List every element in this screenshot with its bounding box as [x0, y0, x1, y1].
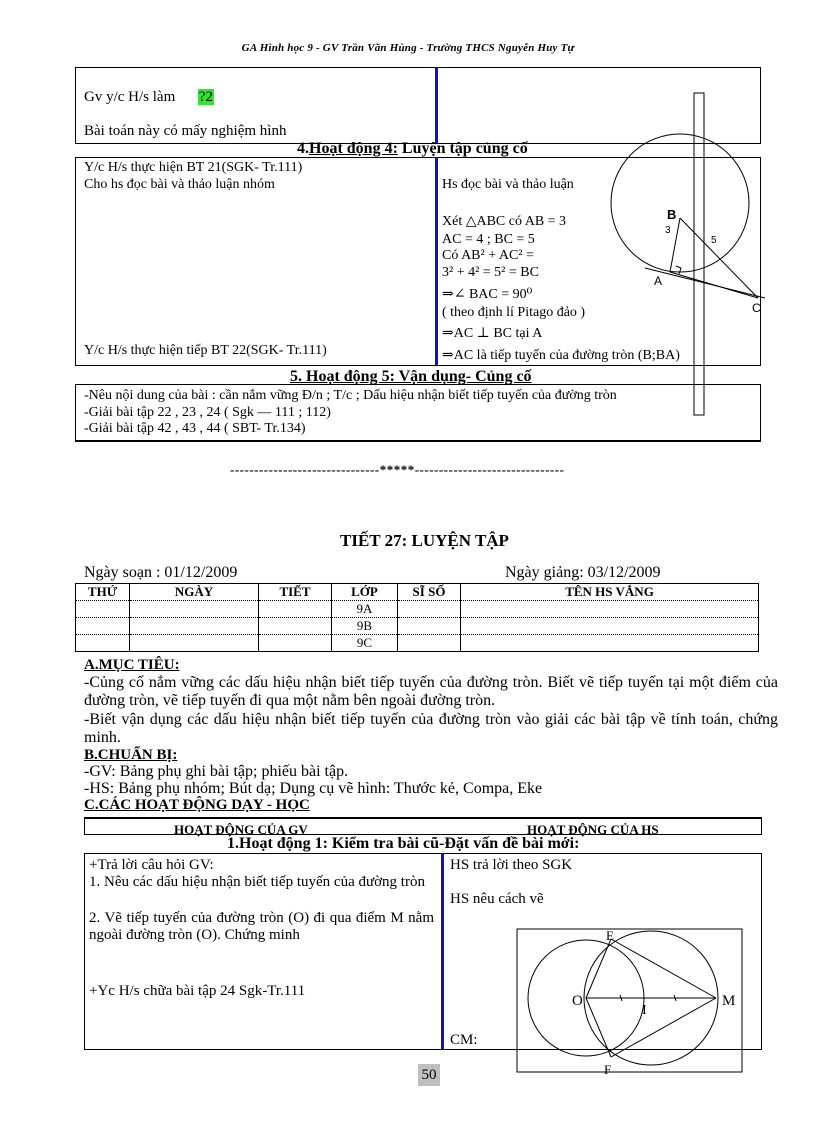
- label-c: C: [752, 301, 761, 315]
- label-m: M: [722, 993, 736, 1009]
- circle-b: [611, 134, 749, 272]
- activity1-right-2: HS nêu cách vẽ: [450, 891, 544, 907]
- activity1-question-1: 1. Nêu các dấu hiệu nhận biết tiếp tuyến của đường tròn: [89, 874, 425, 890]
- class-9b: 9B: [332, 618, 398, 635]
- tangent-line: [645, 268, 765, 298]
- activity4-left-1: Y/c H/s thực hiện BT 21(SGK- Tr.111): [84, 160, 303, 175]
- label-f: F: [604, 1062, 612, 1076]
- activity4-right-3: AC = 4 ; BC = 5: [442, 232, 535, 247]
- activity4-right-6: ⇒∠ BAC = 90⁰: [442, 287, 533, 302]
- section-a-p2: -Biết vận dụng các dấu hiệu nhận biết tiếp tuyến của đường tròn vào giải các bài tập về tính toán, chứng minh.: [84, 711, 778, 746]
- activity5-line-3: -Giải bài tập 42 , 43 , 44 ( SBT- Tr.134): [84, 421, 306, 436]
- question-highlight: ?2: [198, 89, 213, 105]
- activity1-heading: 1.Hoạt động 1: Kiểm tra bài cũ-Đặt vấn đề bài mới:: [227, 835, 580, 852]
- section-a-p1: -Củng cố nắm vững các dấu hiệu nhận biết tiếp tuyến của đường tròn. Biết vẽ tiếp tuyến tại một điểm của đường tròn, vẽ tiếp tuyến đi qua một nằm bên ngoài đường tròn.: [84, 674, 778, 709]
- label-a: A: [654, 274, 663, 288]
- activity4-left-2: Cho hs đọc bài và thảo luận nhóm: [84, 177, 275, 192]
- activity4-label: Hoạt động 4:: [309, 140, 398, 157]
- section-b-gv: -GV: Bảng phụ ghi bài tập; phiếu bài tập.: [84, 763, 349, 780]
- col-siso: SĨ SỐ: [398, 584, 461, 601]
- col-lop: LỚP: [332, 584, 398, 601]
- activity1-divider: [441, 853, 444, 1049]
- label-3: 3: [665, 225, 671, 236]
- activity4-number: 4.: [297, 140, 309, 157]
- section-b-title: B.CHUẨN BỊ:: [84, 747, 178, 763]
- col-thu: THỨ: [76, 584, 130, 601]
- class-9a: 9A: [332, 601, 398, 618]
- activity4-title: Luyện tập củng cố: [397, 140, 528, 157]
- label-o: O: [572, 993, 583, 1009]
- activity5-line-2: -Giải bài tập 22 , 23 , 24 ( Sgk — 111 ; 112): [84, 405, 331, 420]
- section-b-hs: -HS: Bảng phụ nhóm; Bút dạ; Dụng cụ vẽ hình: Thước kẻ, Compa, Eke: [84, 780, 543, 797]
- right-angle-mark: [676, 266, 681, 274]
- activity4-left-bottom: Y/c H/s thực hiện tiếp BT 22(SGK- Tr.111): [84, 343, 327, 358]
- tangent-mf: [611, 998, 716, 1057]
- page-number: 50: [418, 1064, 440, 1086]
- ruler-strip: [694, 93, 704, 415]
- label-e: E: [606, 928, 614, 943]
- activity5-line-1: -Nêu nội dung của bài : cần nắm vững Đ/n ; T/c ; Dấu hiệu nhận biết tiếp tuyến của đường tròn: [84, 388, 617, 403]
- activity4-right-8: ⇒AC ⊥ BC tại A: [442, 326, 543, 341]
- lesson-title: TIẾT 27: LUYỆN TẬP: [340, 531, 509, 550]
- top-table-divider: [435, 67, 438, 143]
- activity4-right-9: ⇒AC là tiếp tuyến của đường tròn (B;BA): [442, 348, 680, 363]
- label-5: 5: [711, 235, 717, 246]
- activity4-right-4: Có AB² + AC² =: [442, 248, 534, 263]
- activity4-right-5: 3² + 4² = 5² = BC: [442, 265, 539, 280]
- running-header: GA Hình học 9 - GV Trần Văn Hùng - Trường THCS Nguyễn Huy Tự: [241, 42, 575, 54]
- activity5-heading: 5. Hoạt động 5: Vận dụng- Củng cố: [290, 368, 532, 385]
- activity4-divider: [435, 157, 438, 365]
- attendance-header: [76, 584, 759, 601]
- activity1-question-2: 2. Vẽ tiếp tuyến của đường tròn (O) đi qua điểm M nằm ngoài đường tròn (O). Chứng minh: [89, 910, 434, 943]
- table-row: [76, 601, 759, 618]
- activity1-homework: +Yc H/s chữa bài tập 24 Sgk-Tr.111: [89, 983, 306, 999]
- label-i: I: [642, 1003, 647, 1018]
- section-separator: -------------------------------*****-------------------------------: [230, 462, 565, 477]
- top-row2-text: Bài toán này có mấy nghiệm hình: [84, 123, 287, 139]
- attendance-table: [75, 583, 759, 652]
- segment-ab: [670, 218, 680, 272]
- activity1-cm: CM:: [450, 1032, 478, 1048]
- tangent-me: [611, 939, 716, 998]
- segment-of: [586, 998, 611, 1057]
- activity1-left-1: +Trả lời câu hỏi GV:: [89, 857, 214, 873]
- class-9c: 9C: [332, 635, 398, 652]
- date-prepared: Ngày soạn : 01/12/2009: [84, 564, 238, 581]
- figure-frame: [517, 929, 742, 1072]
- activity1-right-1: HS trả lời theo SGK: [450, 857, 573, 873]
- section-a-title: A.MỤC TIÊU:: [84, 657, 180, 673]
- activity4-right-2: Xét △ABC có AB = 3: [442, 214, 567, 229]
- tangent-construction-figure: [516, 926, 746, 1076]
- col-tiet: TIẾT: [259, 584, 332, 601]
- col-hs-header: HOẠT ĐỘNG CỦA HS: [527, 822, 659, 837]
- table-row: [76, 618, 759, 635]
- segment-oe: [586, 939, 611, 998]
- section-c-title: C.CÁC HOẠT ĐỘNG DẠY - HỌC: [84, 797, 310, 813]
- triangle-circle-figure: [600, 88, 775, 418]
- label-b: B: [667, 207, 677, 222]
- col-gv-header: HOẠT ĐỘNG CỦA GV: [174, 822, 308, 837]
- activity4-heading: [297, 140, 528, 158]
- activity4-right-1: Hs đọc bài và thảo luận: [442, 177, 574, 192]
- table-row: [76, 635, 759, 652]
- col-ten-hs-vang: TÊN HS VẮNG: [461, 584, 759, 601]
- col-ngay: NGÀY: [130, 584, 259, 601]
- top-row1-text: [84, 89, 214, 105]
- activity4-right-7: ( theo định lí Pitago đảo ): [442, 305, 586, 320]
- top-row1-label: Gv y/c H/s làm: [84, 89, 176, 105]
- date-taught: Ngày giảng: 03/12/2009: [505, 564, 661, 581]
